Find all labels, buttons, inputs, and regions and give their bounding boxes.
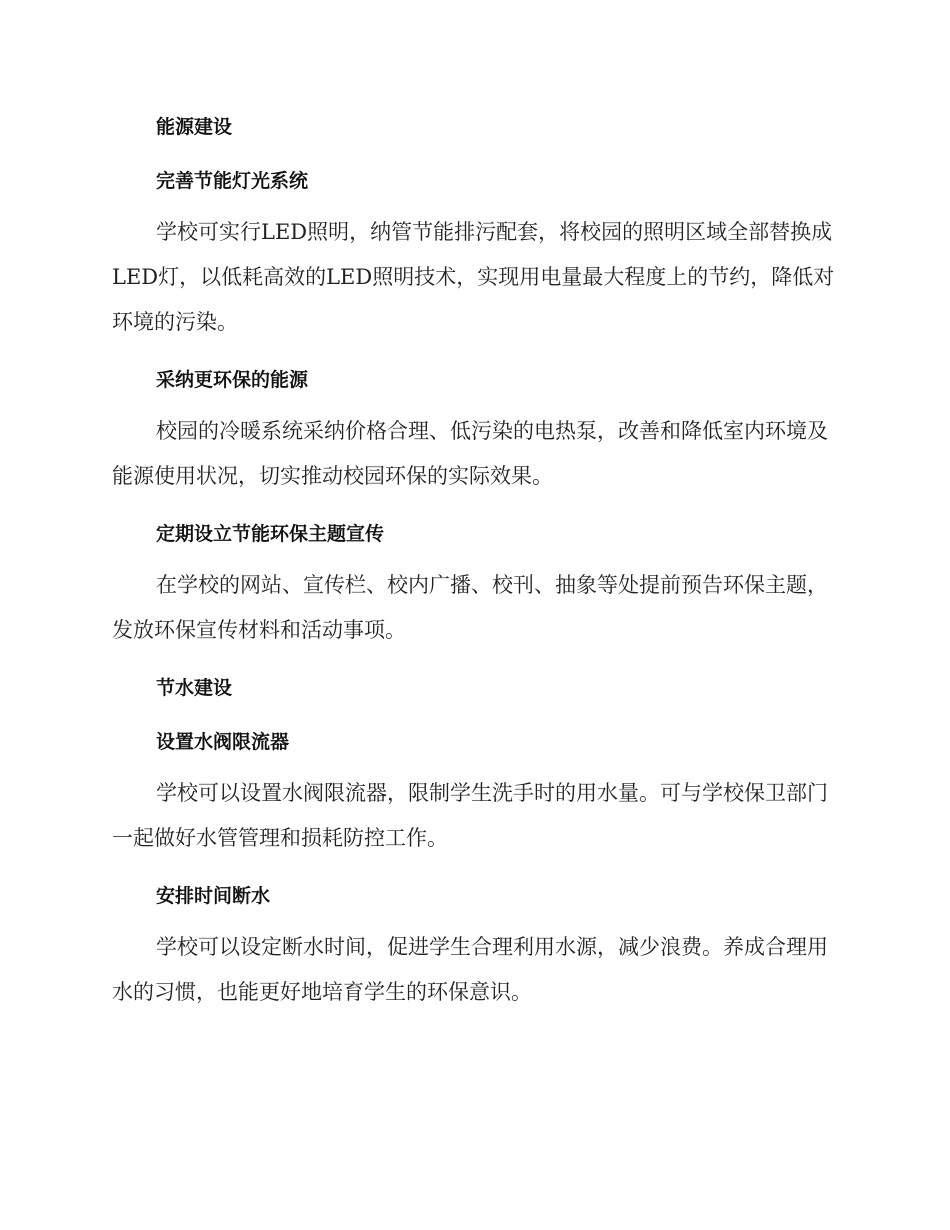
paragraph-green-energy: 校园的冷暖系统采纳价格合理、低污染的电热泵，改善和降低室内环境及能源使用状况，切实推动校园环保的实际效果。: [112, 419, 828, 488]
paragraph-lighting: 学校可实行LED照明，纳管节能排污配套，将校园的照明区域全部替换成LED灯，以低耗高效的LED照明技术，实现用电量最大程度上的节约，降低对环境的污染。: [112, 220, 835, 334]
section-heading-energy: 能源建设: [156, 116, 233, 138]
paragraph-water-schedule: 学校可以设定断水时间，促进学生合理利用水源，减少浪费。养成合理用水的习惯，也能更好地培育学生的环保意识。: [112, 935, 828, 1004]
paragraph-publicity: 在学校的网站、宣传栏、校内广播、校刊、抽象等处提前预告环保主题，发放环保宣传材料和活动事项。: [112, 573, 828, 642]
document-body: [112, 108, 840, 1031]
subheading-flow-limiter: 设置水阀限流器: [156, 731, 290, 753]
subheading-water-schedule: 安排时间断水: [156, 885, 271, 907]
paragraph-flow-limiter: 学校可以设置水阀限流器，限制学生洗手时的用水量。可与学校保卫部门一起做好水管管理和损耗防控工作。: [112, 781, 828, 850]
subheading-publicity: 定期设立节能环保主题宣传: [156, 523, 385, 545]
subheading-green-energy: 采纳更环保的能源: [156, 369, 309, 391]
subheading-lighting: 完善节能灯光系统: [156, 170, 309, 192]
section-heading-water: 节水建设: [156, 677, 233, 699]
